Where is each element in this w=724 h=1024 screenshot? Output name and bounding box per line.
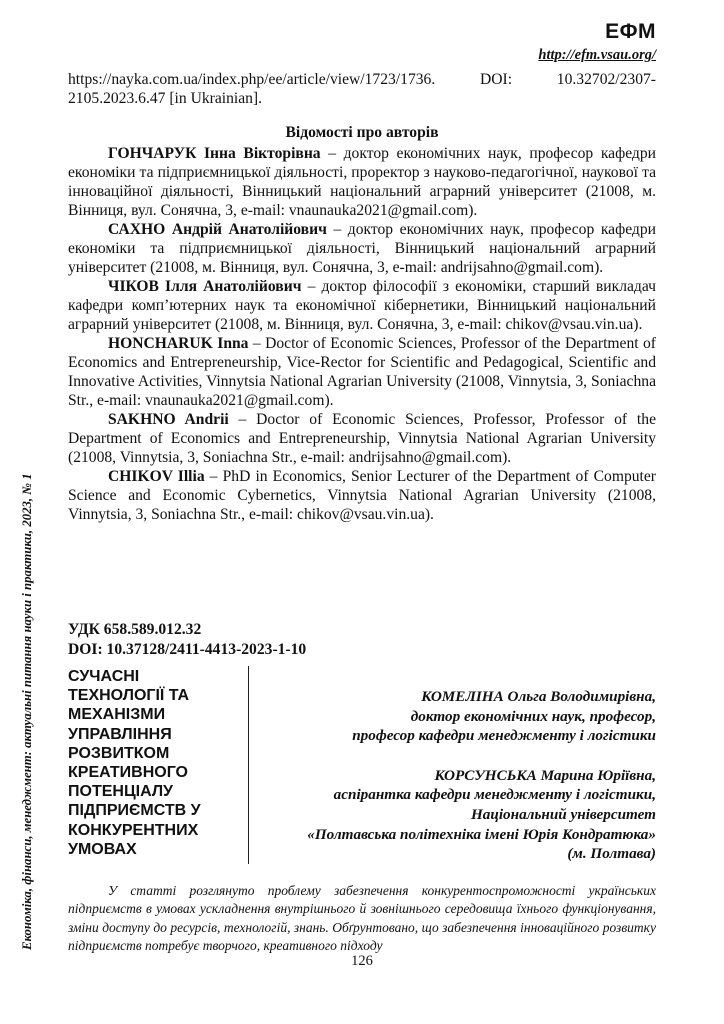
author-entry: [68, 144, 656, 220]
doi-code[interactable]: DOI: 10.37128/2411-4413-2023-1-10: [68, 641, 307, 658]
author1-line: КОМЕЛІНА Ольга Володимирівна,: [421, 688, 656, 705]
title-line: КОНКУРЕНТНИХ: [68, 821, 199, 839]
article-authors: [256, 687, 656, 864]
title-line: МЕХАНІЗМИ: [68, 706, 166, 724]
udc-code: УДК 658.589.012.32: [68, 621, 202, 638]
author-name: САХНО Андрій Анатолійович: [108, 221, 327, 238]
author-entry: [68, 277, 656, 334]
authors-heading: Відомості про авторів: [285, 124, 439, 141]
author-details: – PhD in Economics, Senior Lecturer of the Department of Computer Science and Economic Cybernetics, Vinnytsia National Agrarian University (21008, Vinnytsia, 3, Soniachna Str., e-mail: chikov@vsau.vin.ua).: [68, 468, 656, 523]
author2-line: «Полтавська політехніка імені Юрія Кондратюка»: [307, 825, 656, 843]
title-line: ПІДПРИЄМСТВ У: [68, 802, 201, 820]
author-details: – Doctor of Economic Sciences, Professor, Professor of the Department of Economics and Entrepreneurship, Vinnytsia National Agrarian University (21008, Vinnytsia, 3, Soniachna Str., e-mail: andrijsahno@gmail.com).: [68, 411, 656, 466]
author2-line: аспірантка кафедри менеджменту і логістики,: [333, 786, 656, 804]
article-identifiers: [68, 620, 306, 660]
author-details: – Doctor of Economic Sciences, Professor of the Department of Economics and Entrepreneurship, Vice-Rector for Scientific and Pedagogical, Scientific and Innovative Activities, Vinnytsia National Agrarian University (21008, Vinnytsia, 3, Soniachna Str., e-mail: vnaunauka2021@gmail.com).: [68, 335, 656, 409]
title-line: РОЗВИТКОМ: [68, 744, 170, 762]
title-line: ПОТЕНЦІАЛУ: [68, 783, 174, 801]
title-line: УПРАВЛІННЯ: [68, 725, 172, 743]
title-line: ТЕХНОЛОГІЇ ТА: [68, 687, 190, 705]
author-name: ЧІКОВ Ілля Анатолійович: [108, 278, 302, 295]
article-title: [68, 667, 246, 859]
journal-url-link[interactable]: http://efm.vsau.org/: [538, 47, 656, 63]
page-number: 126: [351, 953, 373, 969]
reference-tail: https://nayka.com.ua/index.php/ee/article/view/1723/1736. DOI: 10.32702/2307-2105.2023.6.47 [in Ukrainian].: [68, 71, 656, 107]
author-details: – доктор філософії з економіки, старший викладач кафедри комп’ютерних наук та економічної кібернетики, Вінницький національний аграрний університет (21008, м. Вінниця, вул. Сонячна, 3, e-mail: chikov@vsau.vin.ua).: [68, 278, 656, 333]
title-line: СУЧАСНІ: [68, 668, 140, 685]
abstract: [68, 882, 656, 956]
journal-side-label: Економіка, фінанси, менеджмент: актуальні питання науки і практики, 2023, № 1: [20, 473, 34, 950]
abstract-text: У статті розглянуто проблему забезпечення конкурентоспроможності українських підприємств в умовах ускладнення внутрішнього й зовнішнього середовища їхнього функціонування, зміни доступу до ресурсів, технологій, знань. Обґрунтовано, що забезпечення інноваційного розвитку підприємств потребує творчого, креативного підходу: [68, 883, 656, 954]
authors-list: [68, 144, 656, 524]
journal-tag: ЕФМ: [605, 20, 656, 43]
author1-line: професор кафедри менеджменту і логістики: [352, 727, 656, 745]
author-entry: [68, 334, 656, 410]
author1-line: доктор економічних наук, професор,: [410, 707, 656, 725]
author-entry: [68, 220, 656, 277]
author-name: ГОНЧАРУК Інна Вікторівна: [108, 145, 321, 162]
author-details: – доктор економічних наук, професор кафедри економіки та підприємницької діяльності, проректор з науково-педагогічної, наукової та інноваційної діяльності, Вінницький національний аграрний університет (21008, м. Вінниця, вул. Сонячна, 3, e-mail: vnaunauka2021@gmail.com).: [68, 145, 656, 219]
title-line: КРЕАТИВНОГО: [68, 764, 188, 782]
author-entry: [68, 467, 656, 524]
author-entry: [68, 410, 656, 467]
author-name: SAKHNO Andrii: [108, 411, 229, 428]
column-divider: [248, 666, 249, 864]
author2-line: Національний університет: [470, 805, 656, 823]
author-spacer: [256, 746, 656, 766]
author-name: HONCHARUK Inna: [108, 335, 249, 352]
author-name: CHIKOV Illia: [108, 468, 205, 485]
author2-line: (м. Полтава): [567, 845, 656, 863]
author2-line: КОРСУНСЬКА Марина Юріївна,: [434, 766, 656, 784]
author-details: – доктор економічних наук, професор кафедри економіки та підприємницької діяльності, Вінницький національний аграрний університет (21008, м. Вінниця, вул. Сонячна, 3, e-mail: andrijsahno@gmail.com).: [68, 221, 656, 276]
title-line: УМОВАХ: [68, 840, 137, 858]
